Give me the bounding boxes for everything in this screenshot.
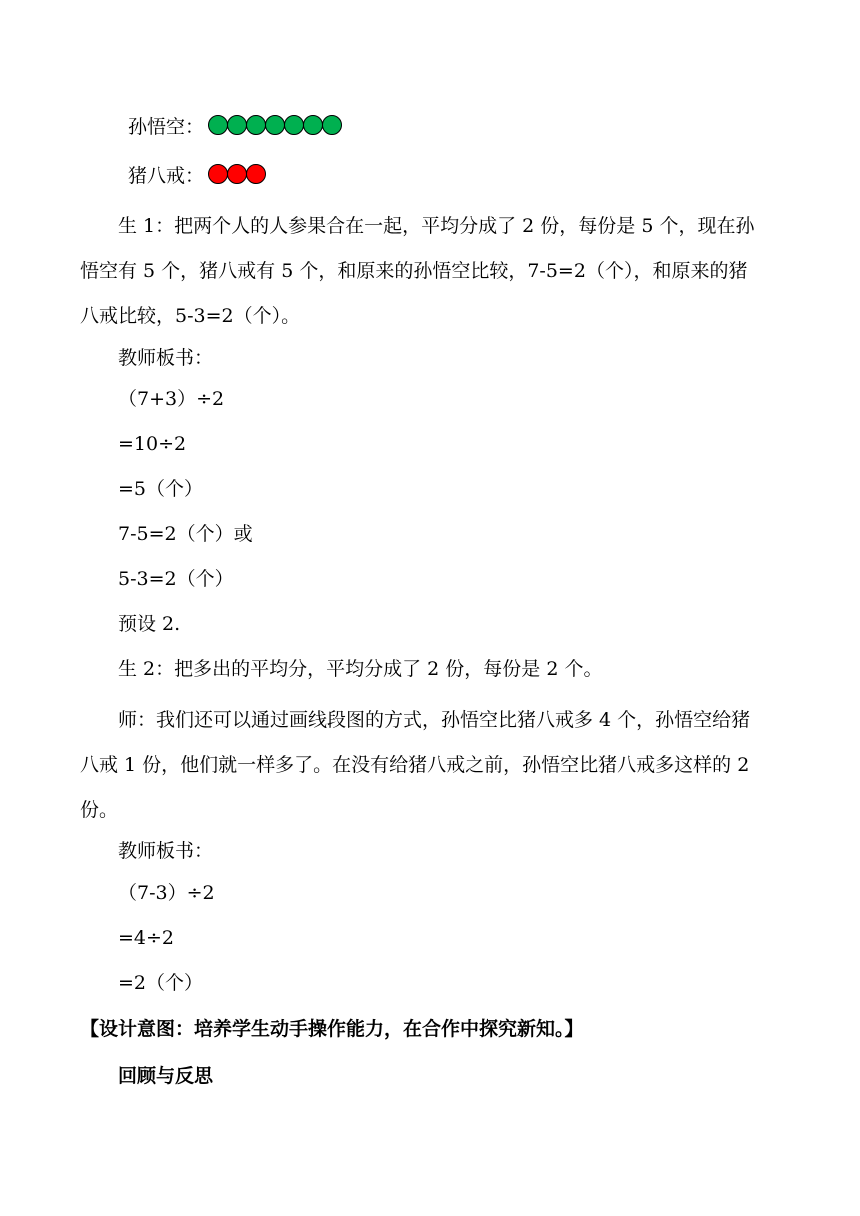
board1-line-2: =10÷2 [118,433,187,455]
teacher-paragraph: 师：我们还可以通过画线段图的方式，孙悟空比猪八戒多 4 个，孙悟空给猪八戒 1 份，他们就一样多了。在没有给猪八戒之前，孙悟空比猪八戒多这样的 2 份。 [80,709,751,821]
peach-dots-red [208,164,265,190]
peach-dot [284,115,304,135]
student1-paragraph: 生 1：把两个人的人参果合在一起，平均分成了 2 份，每份是 5 个，现在孙悟空有 5 个，猪八戒有 5 个，和原来的孙悟空比较，7-5=2（个），和原来的猪八戒比较，5-3=2（个）。 [80,215,755,327]
peach-dot [208,115,228,135]
design-intent: 【设计意图：培养学生动手操作能力，在合作中探究新知。】 [80,1018,584,1040]
row-label: 孙悟空： [128,116,205,138]
preset-2: 预设 2. [118,613,181,635]
board1-line-1: （7+3）÷2 [118,388,225,410]
peach-dot [303,115,323,135]
board2-line-1: （7-3）÷2 [118,882,215,904]
peach-dot [227,164,247,184]
peach-dot [227,115,247,135]
student2-paragraph: 生 2：把多出的平均分，平均分成了 2 份，每份是 2 个。 [118,658,603,680]
board1-line-5: 5-3=2（个） [118,568,234,590]
board2-line-3: =2（个） [118,972,204,994]
peach-dot [322,115,342,135]
board-title-2: 教师板书： [118,840,214,862]
board1-line-4: 7-5=2（个）或 [118,523,253,545]
row-sun-wukong [128,115,341,141]
peach-dot [246,164,266,184]
peach-dot [208,164,228,184]
review-heading: 回顾与反思 [118,1065,214,1087]
peach-dots-green [208,115,341,141]
board1-line-3: =5（个） [118,478,204,500]
row-label: 猪八戒： [128,165,205,187]
peach-dot [265,115,285,135]
row-zhu-bajie [128,164,265,190]
peach-dot [246,115,266,135]
board2-line-2: =4÷2 [118,927,175,949]
board-title-1: 教师板书： [118,347,214,369]
